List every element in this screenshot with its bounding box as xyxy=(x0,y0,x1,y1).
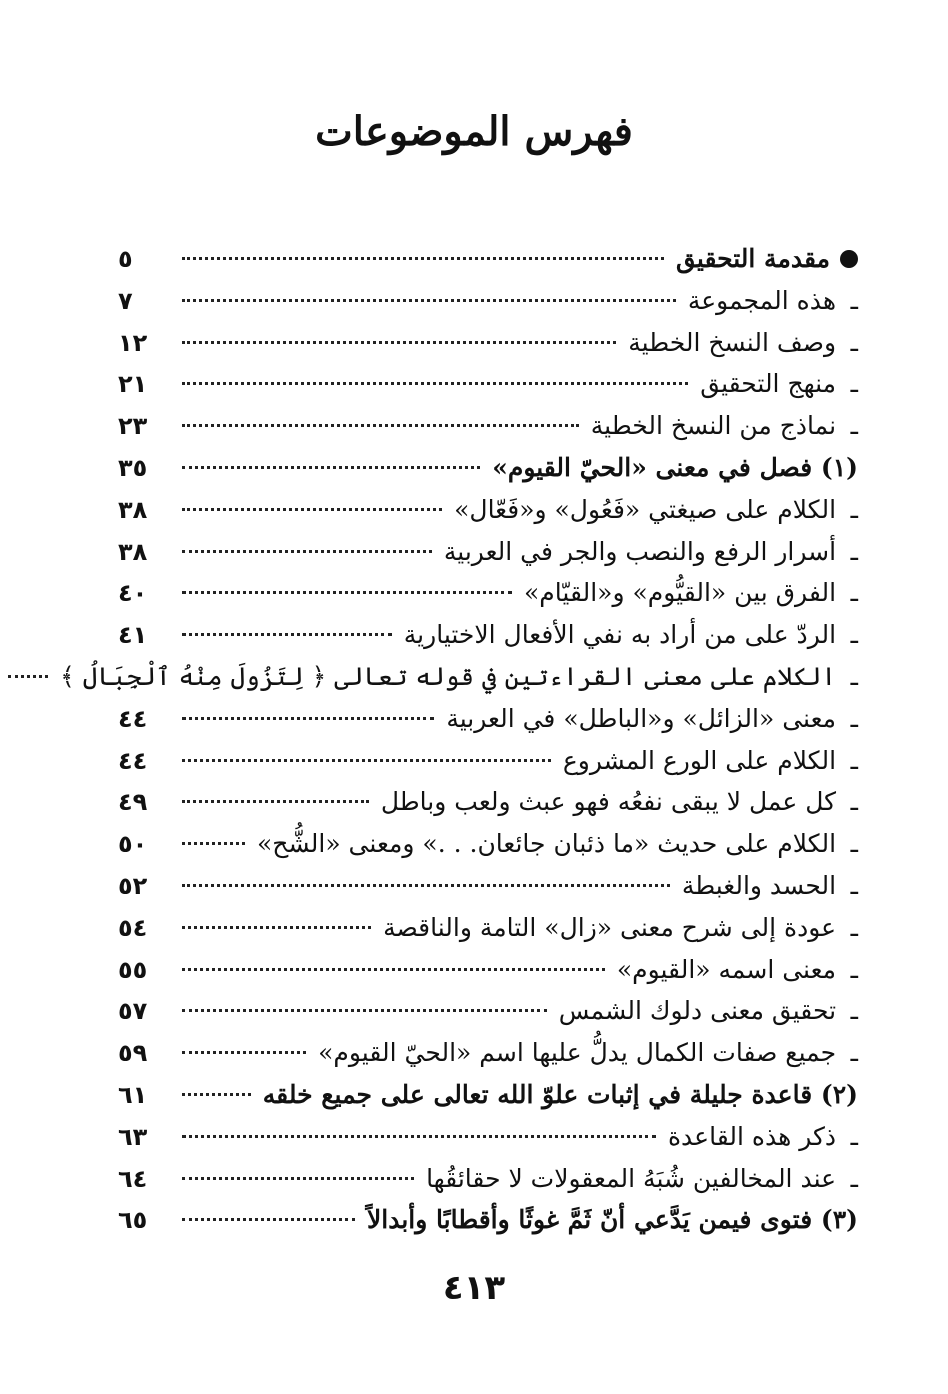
table-of-contents xyxy=(60,238,858,1241)
toc-entry-title: قاعدة جليلة في إثبات علوّ الله تعالى على جميع خلقه xyxy=(262,1079,813,1109)
dot-leader xyxy=(182,466,480,469)
dot-leader xyxy=(182,1177,414,1180)
toc-entry xyxy=(118,572,858,614)
toc-entry-title-group xyxy=(563,740,858,782)
toc-entry xyxy=(118,990,858,1032)
toc-entry-title: الكلام على صيغتي «فَعُول» و«فَعّال» xyxy=(454,494,837,524)
dot-leader xyxy=(182,508,442,511)
toc-entry-title: الردّ على من أراد به نفي الأفعال الاختيارية xyxy=(403,620,837,650)
toc-entry-title: عند المخالفين شُبَهُ المعقولات لا حقائقُها xyxy=(426,1163,837,1193)
toc-entry-prefix: ـ xyxy=(850,1121,858,1151)
toc-entry-page-number: ٤٠ xyxy=(118,579,148,608)
toc-entry-page-number: ٦٣ xyxy=(118,1122,148,1151)
toc-entry-title: فتوى فيمن يَدَّعي أنّ ثَمَّ غوثًا وأقطابًا وأبدالاً xyxy=(367,1205,813,1235)
toc-entry-prefix: ـ xyxy=(850,1163,858,1193)
toc-entry xyxy=(118,1032,858,1074)
toc-entry-prefix: ـ xyxy=(850,870,858,900)
toc-entry-title-group xyxy=(318,1032,858,1074)
dot-leader xyxy=(182,1093,251,1096)
toc-entry-prefix: ـ xyxy=(850,578,858,608)
toc-entry-title-group xyxy=(682,865,858,907)
toc-entry xyxy=(118,405,858,447)
toc-entry-page-number: ٣٨ xyxy=(118,537,148,566)
toc-entry xyxy=(118,865,858,907)
toc-entry-title: معنى اسمه «القيوم» xyxy=(616,954,837,984)
toc-entry-page-number: ٥ xyxy=(118,245,133,273)
toc-entry-title: كل عمل لا يبقى نفعُه فهو عبث ولعب وباطل xyxy=(380,787,837,817)
dot-leader xyxy=(182,717,434,720)
toc-entry xyxy=(118,614,858,656)
toc-entry-title-group xyxy=(676,238,858,280)
toc-entry-page-number: ٦٥ xyxy=(118,1206,148,1235)
toc-entry-title: الكلام على معنى القراءتين في قوله تعالى ﴿ لِتَزُولَ مِنْهُ ٱلْجِبَالُ ﴾ xyxy=(60,661,837,691)
toc-entry-title-group xyxy=(591,405,858,447)
toc-entry xyxy=(118,447,858,489)
toc-entry xyxy=(118,1158,858,1200)
toc-entry-prefix: ـ xyxy=(850,536,858,566)
toc-entry xyxy=(118,781,858,823)
toc-entry-prefix: ـ xyxy=(850,369,858,399)
toc-entry-page-number: ٣٨ xyxy=(118,495,148,524)
toc-entry-title: مقدمة التحقيق xyxy=(676,244,830,273)
toc-entry-title: الكلام على حديث «ما ذئبان جائعان. . .» ومعنى «الشُّح» xyxy=(257,829,837,859)
toc-entry xyxy=(118,531,858,573)
toc-entry-title-group xyxy=(257,823,858,865)
toc-entry-title-group xyxy=(444,531,858,573)
toc-entry xyxy=(118,949,858,991)
toc-entry-page-number: ٥٥ xyxy=(118,955,148,984)
dot-leader xyxy=(182,926,371,929)
toc-entry-prefix: ـ xyxy=(850,787,858,817)
toc-entry-title: عودة إلى شرح معنى «زال» التامة والناقصة xyxy=(383,912,837,942)
toc-entry-page-number: ٥٧ xyxy=(118,997,148,1026)
toc-entry-prefix: (٣) xyxy=(820,1205,858,1235)
dot-leader xyxy=(182,968,605,971)
dot-leader xyxy=(182,299,676,302)
toc-entry-title-group xyxy=(617,949,858,991)
toc-entry xyxy=(118,1116,858,1158)
page-title: فهرس الموضوعات xyxy=(315,108,633,155)
toc-entry xyxy=(118,280,858,322)
dot-leader xyxy=(182,842,245,845)
toc-entry-title: معنى «الزائل» و«الباطل» في العربية xyxy=(446,703,837,733)
toc-entry-prefix: ـ xyxy=(850,285,858,315)
dot-leader xyxy=(182,550,432,553)
dot-leader xyxy=(182,759,551,762)
toc-entry-title-group xyxy=(60,656,858,698)
toc-entry-prefix: ـ xyxy=(850,327,858,357)
dot-leader xyxy=(182,1218,355,1221)
toc-entry-title: هذه المجموعة xyxy=(687,285,837,315)
toc-entry-page-number: ٥٤ xyxy=(118,913,148,942)
toc-entry-prefix: ـ xyxy=(850,661,858,691)
toc-entry-title: الكلام على الورع المشروع xyxy=(562,745,837,775)
toc-entry-title: الفرق بين «القيُّوم» و«القيّام» xyxy=(524,578,837,608)
bullet-icon xyxy=(840,250,858,268)
dot-leader xyxy=(182,633,392,636)
toc-entry-title-group xyxy=(446,698,858,740)
toc-entry-title: تحقيق معنى دلوك الشمس xyxy=(558,996,837,1026)
toc-entry-page-number: ٤٤ xyxy=(118,704,148,733)
toc-entry-prefix: ـ xyxy=(850,745,858,775)
dot-leader xyxy=(182,1009,547,1012)
toc-entry-page-number: ٤١ xyxy=(118,621,148,650)
toc-entry-title-group xyxy=(668,1116,858,1158)
toc-entry-title-group xyxy=(559,990,858,1032)
toc-entry-page-number: ٦١ xyxy=(118,1080,148,1109)
toc-entry-title: نماذج من النسخ الخطية xyxy=(590,411,837,441)
toc-entry xyxy=(60,656,858,698)
dot-leader xyxy=(8,675,48,678)
toc-entry-prefix: ـ xyxy=(850,703,858,733)
toc-entry xyxy=(118,322,858,364)
toc-entry-prefix: (١) xyxy=(820,452,858,482)
toc-entry-prefix: ـ xyxy=(850,912,858,942)
toc-entry-title-group xyxy=(381,781,858,823)
toc-entry-title-group xyxy=(263,1074,858,1116)
toc-entry-page-number: ١٢ xyxy=(118,328,148,357)
toc-entry-prefix: ـ xyxy=(850,494,858,524)
toc-entry-page-number: ٣٥ xyxy=(118,453,148,482)
dot-leader xyxy=(182,1135,656,1138)
dot-leader xyxy=(182,424,579,427)
toc-entry-title-group xyxy=(492,447,858,489)
toc-entry-page-number: ٦٤ xyxy=(118,1164,148,1193)
dot-leader xyxy=(182,382,688,385)
toc-entry xyxy=(118,907,858,949)
toc-entry-title-group xyxy=(367,1199,858,1241)
page-number: ٤١٣ xyxy=(442,1268,506,1308)
toc-entry-prefix: (٢) xyxy=(820,1079,858,1109)
dot-leader xyxy=(182,800,369,803)
toc-entry-page-number: ٢٣ xyxy=(118,412,148,441)
toc-entry-title: أسرار الرفع والنصب والجر في العربية xyxy=(443,536,837,566)
toc-entry-page-number: ٥٩ xyxy=(118,1039,148,1068)
toc-entry-title-group xyxy=(524,572,858,614)
dot-leader xyxy=(182,341,616,344)
toc-entry-title: الحسد والغبطة xyxy=(681,870,837,900)
dot-leader xyxy=(182,591,512,594)
toc-entry-title-group xyxy=(688,280,858,322)
toc-entry xyxy=(118,238,858,280)
toc-entry-page-number: ٢١ xyxy=(118,370,148,399)
toc-entry-title-group xyxy=(700,363,858,405)
toc-entry-title: ذكر هذه القاعدة xyxy=(667,1121,837,1151)
toc-entry xyxy=(118,363,858,405)
toc-entry-page-number: ٥٢ xyxy=(118,871,148,900)
toc-entry xyxy=(118,740,858,782)
toc-entry-prefix: ـ xyxy=(850,829,858,859)
toc-entry xyxy=(118,489,858,531)
toc-entry xyxy=(118,823,858,865)
toc-entry-title: منهج التحقيق xyxy=(700,369,837,399)
toc-entry-title-group xyxy=(628,322,858,364)
toc-entry-prefix: ـ xyxy=(850,411,858,441)
toc-entry-page-number: ٤٩ xyxy=(118,788,148,817)
toc-entry-title-group xyxy=(404,614,858,656)
toc-entry-page-number: ٧ xyxy=(118,286,133,315)
toc-entry-title-group xyxy=(454,489,858,531)
toc-entry-prefix: ـ xyxy=(850,996,858,1026)
toc-entry xyxy=(118,1199,858,1241)
toc-entry xyxy=(118,698,858,740)
dot-leader xyxy=(182,257,664,260)
toc-entry-title: فصل في معنى «الحيّ القيوم» xyxy=(492,452,813,482)
toc-entry-title: وصف النسخ الخطية xyxy=(628,327,837,357)
toc-entry-title-group xyxy=(383,907,858,949)
toc-entry-page-number: ٤٤ xyxy=(118,746,148,775)
toc-entry-page-number: ٥٠ xyxy=(118,830,148,859)
toc-entry-title: جميع صفات الكمال يدلُّ عليها اسم «الحيّ القيوم» xyxy=(318,1038,837,1068)
toc-entry-prefix: ـ xyxy=(850,1038,858,1068)
toc-entry-prefix: ـ xyxy=(850,954,858,984)
toc-entry xyxy=(118,1074,858,1116)
toc-entry-prefix: ـ xyxy=(850,620,858,650)
toc-entry-title-group xyxy=(426,1158,858,1200)
dot-leader xyxy=(182,884,670,887)
dot-leader xyxy=(182,1051,306,1054)
